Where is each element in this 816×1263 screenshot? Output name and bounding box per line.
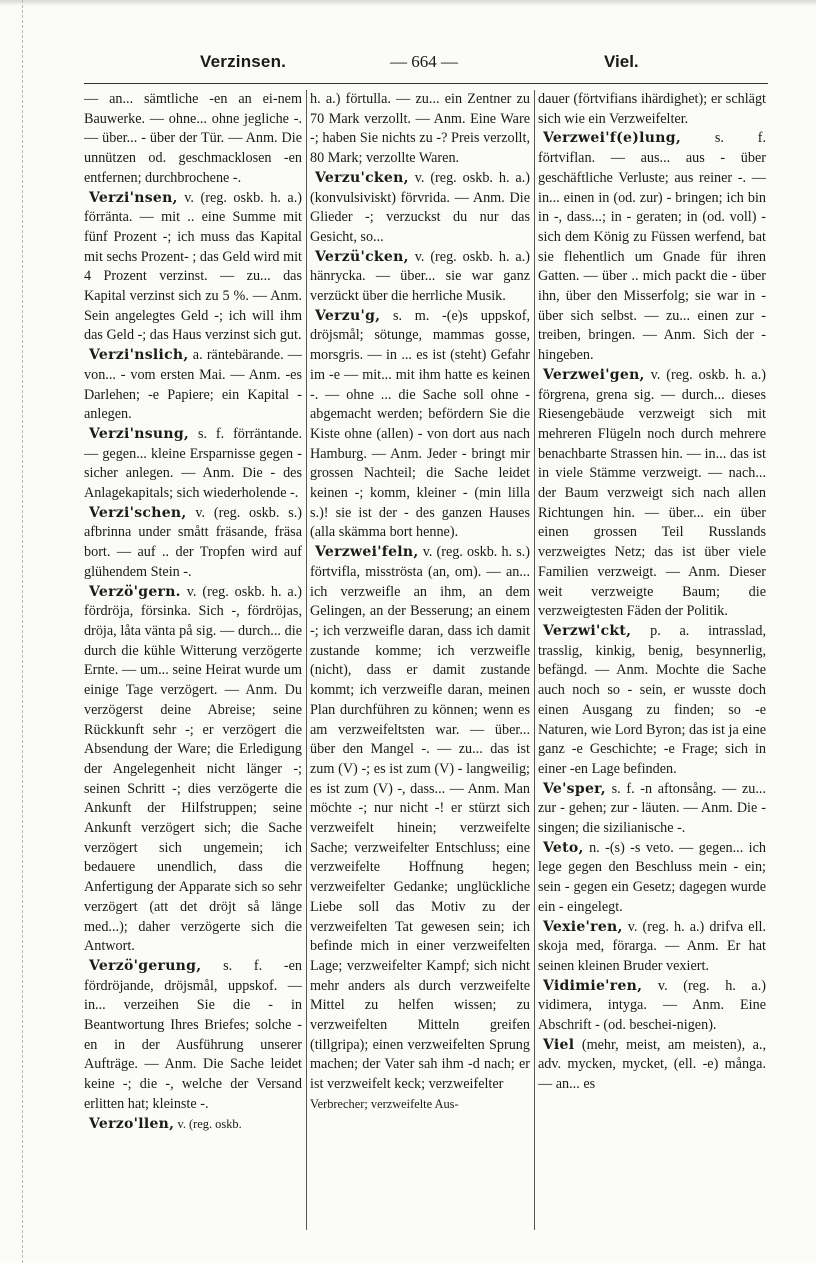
entry-definition: s. f. förräntande. — gegen... kleine Ersparnisse gegen - sicher anlegen. — Anm. Die - des Anlagekapitals; sich wiederholende -.	[84, 425, 302, 502]
dictionary-entry	[84, 425, 302, 504]
dictionary-entry	[538, 839, 766, 918]
page-header	[84, 52, 768, 78]
header-rule	[84, 83, 768, 84]
entry-headword: Verzi'schen,	[89, 504, 187, 521]
entry-headword: Verzö'gerung,	[89, 957, 202, 974]
column-divider	[534, 90, 535, 1230]
entry-definition: s. f. -n aftonsång. — zu... zur - gehen; zur - läuten. — Anm. Die - singen; die sizilianische -.	[538, 780, 766, 837]
entry-definition: v. (reg. h. a.) vidimera, intyga. — Anm. Eine Abschrift - (od. beschei-nigen).	[538, 977, 766, 1034]
dictionary-entry	[84, 189, 302, 347]
dictionary-entry	[310, 169, 530, 248]
dictionary-entry	[84, 583, 302, 957]
page-gutter-line	[22, 0, 24, 1263]
text-column-2	[310, 90, 530, 1240]
dictionary-entry	[310, 248, 530, 307]
entry-definition: v. (reg. oskb.	[177, 1116, 242, 1131]
entry-continuation: dauer (förtvifians ihärdighet); er schlägt sich wie ein Verzweifelter.	[538, 91, 766, 127]
dictionary-entry	[538, 622, 766, 780]
dictionary-entry	[84, 346, 302, 425]
dictionary-entry	[538, 780, 766, 839]
text-column-3	[538, 90, 766, 1235]
text-column-1	[84, 90, 302, 1235]
entry-headword: Vidimie'ren,	[543, 977, 643, 994]
dictionary-entry	[538, 366, 766, 622]
entry-headword: Verzwei'f(e)lung,	[543, 130, 681, 147]
entry-definition: s. m. -(e)s uppskof, dröjsmål; sötunge, mammas gosse, morsgris. — in ... es ist (steht) Gefahr im -e — mit... mit ihm hatte es keinen -. — ohne ... die Sache soll ohne - abgemacht werden; befördern Sie die Kiste ohne (allen) - von dort aus nach Hamburg. — Anm. Jeder - bringt mir grossen Nachteil; die Sache leidet keinen -; komm, kleiner - (min lilla s.)! sie ist der - des ganzen Hauses (alla skämma bort henne).	[310, 307, 530, 541]
dictionary-entry	[84, 1115, 302, 1135]
entry-headword: Verzu'cken,	[315, 169, 409, 186]
entry-definition: v. (reg. oskb. h. a.) fördröja, försinka. Sich -, fördröjas, dröja, låta vänta på sig. — durch... die durch die kühle Witterung verzögerte Ernte. — um... seine Heirat wurde um einige Tage verzögert. — Anm. Du verzögerst deine Abreise; seine Rückkunft sehr -; er verzögert die Absendung der Ware; die Erledigung der Angelegenheit nicht länger -; seinen Schritt -; dies verzögerte die Ankunft der Hilfstruppen; seine Ankunft verzögert sich; die Sache verzögert sich ungemein; ich bedauere unendlich, dass die Anfertigung der Apparate sich so sehr verzögert (att det dröjt så länge med...); daher verzögerte sich die Antwort.	[84, 583, 302, 955]
dictionary-entry	[84, 504, 302, 583]
entry-headword: Verzü'cken,	[315, 248, 409, 265]
entry-definition: s. f. -en fördröjande, dröjsmål, uppskof. — in... verzeihen Sie die - in Beantwortung Ihres Briefes; solche -en in der Ausführung unserer Aufträge. — Anm. Die Sache leidet keine -; die -, welche der Versand erlitten hat; kleinste -.	[84, 957, 302, 1112]
entry-headword: Vexie'ren,	[543, 918, 623, 935]
dictionary-entry	[538, 1036, 766, 1095]
entry-headword: Verzwei'gen,	[543, 366, 645, 383]
entry-headword: Viel	[543, 1036, 575, 1053]
entry-headword: Verzi'nslich,	[89, 347, 189, 364]
left-running-headword: Verzinsen.	[200, 52, 287, 71]
entry-definition: v. (reg. oskb. h. a.) hänrycka. — über... sie war ganz verzückt über die herrliche Musik.	[310, 248, 530, 305]
entry-definition: v. (reg. h. a.) drifva ell. skoja med, förarga. — Anm. Er hat seinen kleinen Bruder vexiert.	[538, 918, 766, 974]
entry-definition: s. f. förtviflan. — aus... aus - über geschäftliche Verluste; aus reiner -. — in... einen in (od. zur) - bringen; ich bin in -, dass...; in - geraten; in (od. voll) - sich dem König zu Füssen werfend, bat sie flehentlich um Gnade für ihren Gatten. — über .. mich packt die - über ihn, über den Misserfolg; sie war in - über sich selbst. — zu... einen zur - treiben, bringen. — Anm. Sich der - hingeben.	[538, 130, 766, 364]
dictionary-entry	[538, 918, 766, 977]
entry-definition: v. (reg. oskb. h. a.) förränta. — mit .. eine Summe mit fünf Prozent -; ich muss das Kapital mit sechs Prozent- ; das Geld wird mit 4 Prozent verzinst. — zu... das Kapital verzinst sich zu 5 %. — Anm. Sein angelegtes Geld -; ich will ihm das Geld -; das Haus verzinst sich gut.	[84, 189, 302, 344]
entry-headword: Verzi'nsung,	[89, 425, 190, 442]
dictionary-entry	[84, 957, 302, 1115]
entry-headword: Verzo'llen,	[89, 1115, 175, 1132]
entry-definition: p. a. intrasslad, trasslig, kinkig, benig, besynnerlig, befängd. — Anm. Mochte die Sache auch noch so - sein, er wusste doch einen Ausgang zu finden; so -e Naturen, wie Lord Byron; das ist ja eine ganz -e Geschichte; -e Frage; sich in einer -en Lage befinden.	[538, 622, 766, 777]
dictionary-entry	[538, 129, 766, 365]
entry-continuation: Verbrecher; verzweifelte Aus-	[310, 1096, 459, 1111]
right-running-headword: Viel.	[604, 52, 639, 71]
entry-headword: Verzwei'feln,	[315, 544, 419, 561]
entry-continuation: — an... sämtliche -en an ei-nem Bauwerke. — ohne... ohne jegliche -. — über... - über der Tür. — Anm. Die unnützen od. geschmacklosen -en entfernen; durchbrochene -.	[84, 91, 302, 186]
entry-definition: n. -(s) -s veto. — gegen... ich lege gegen den Beschluss mein - ein; sein - gegen ein Gesetz; dagegen wurde ein - eingelegt.	[538, 839, 766, 915]
dictionary-entry	[310, 543, 530, 1095]
scan-top-edge	[0, 0, 816, 6]
entry-headword: Veto,	[543, 839, 584, 856]
entry-headword: Verzö'gern.	[89, 583, 181, 600]
dictionary-entry	[310, 307, 530, 543]
entry-headword: Ve'sper,	[543, 780, 606, 797]
entry-definition: v. (reg. oskb. h. a.) förgrena, grena sig. — durch... dieses Riesengebäude verzweigt sich mit mehreren Flügeln noch durch mehrere benachbarte Strassen hin. — in... das ist in viele Stämme verzweigt. — nach... der Baum verzweigt sich nach allen Richtungen hin. — über... ein über einen grossen Teil Russlands verzweigtes Netz; das ist über viele Familien verzweigt. — Anm. Dieser weit verzweigte Baum; die verzweigtesten Fäden der Politik.	[538, 366, 766, 620]
entry-definition: v. (reg. oskb. h. a.) (konvulsiviskt) förvrida. — Anm. Die Glieder -; verzuckst du nur das Gesicht, so...	[310, 169, 530, 245]
entry-definition: v. (reg. oskb. s.) afbrinna under smått fräsande, fräsa bort. — auf .. der Tropfen wird auf glühendem Stein -.	[84, 504, 302, 580]
entry-continuation: h. a.) förtulla. — zu... ein Zentner zu 70 Mark verzollt. — Anm. Eine Ware -; haben Sie nichts zu -? Preis verzollt, 80 Mark; verzollte Waren.	[310, 91, 530, 167]
dictionary-entry	[538, 977, 766, 1036]
column-divider	[306, 90, 307, 1230]
entry-headword: Verzwi'ckt,	[543, 622, 632, 639]
entry-headword: Verzi'nsen,	[89, 189, 178, 206]
entry-definition: a. räntebärande. — von... - vom ersten Mai. — Anm. -es Darlehen; -e Papiere; ein Kapital - anlegen.	[84, 347, 302, 423]
entry-definition: v. (reg. oskb. h. s.) förtvifla, misströsta (an, om). — an... ich verzweifle an ihm, an dem Gelingen, an der Besserung; an einem -; ich verzweifle daran, dass ich damit zustande komme; ich verzweifle (nicht), dass er damit zustande kommt; ich verzweifle daran, meinen Plan durchführen zu können; wenn es am verzweifeltsten war. — über... über den Mangel -. — zu... das ist zum (V) -; es ist zum (V) - langweilig; es ist zum (V) -, dass... — Anm. Man möchte -; nur nicht -! er stürzt sich verzweifelt hinein; verzweifelte Sache; verzweifelter Entschluss; eine verzweifelte Hoffnung hegen; verzweifelter Gedanke; unglückliche Liebe soll das Motiv zu der verzweifelten Tat gewesen sein; ich befinde mich in einer verzweifelten Lage; verzweifelter Kampf; sich nicht mehr anders als durch verzweifelte Mittel zu helfen wissen; zu verzweifelten Mitteln greifen (tillgripa); einen verzweifelten Sprung machen; der Vater sah ihm -d nach; er ist verzweifelt keck; verzweifelter	[310, 544, 530, 1093]
entry-definition: (mehr, meist, am meisten), a., adv. mycken, mycket, (ell. -e) många. — an... es	[538, 1036, 766, 1093]
page-number: — 664 —	[390, 52, 458, 71]
entry-headword: Verzu'g,	[315, 307, 381, 324]
